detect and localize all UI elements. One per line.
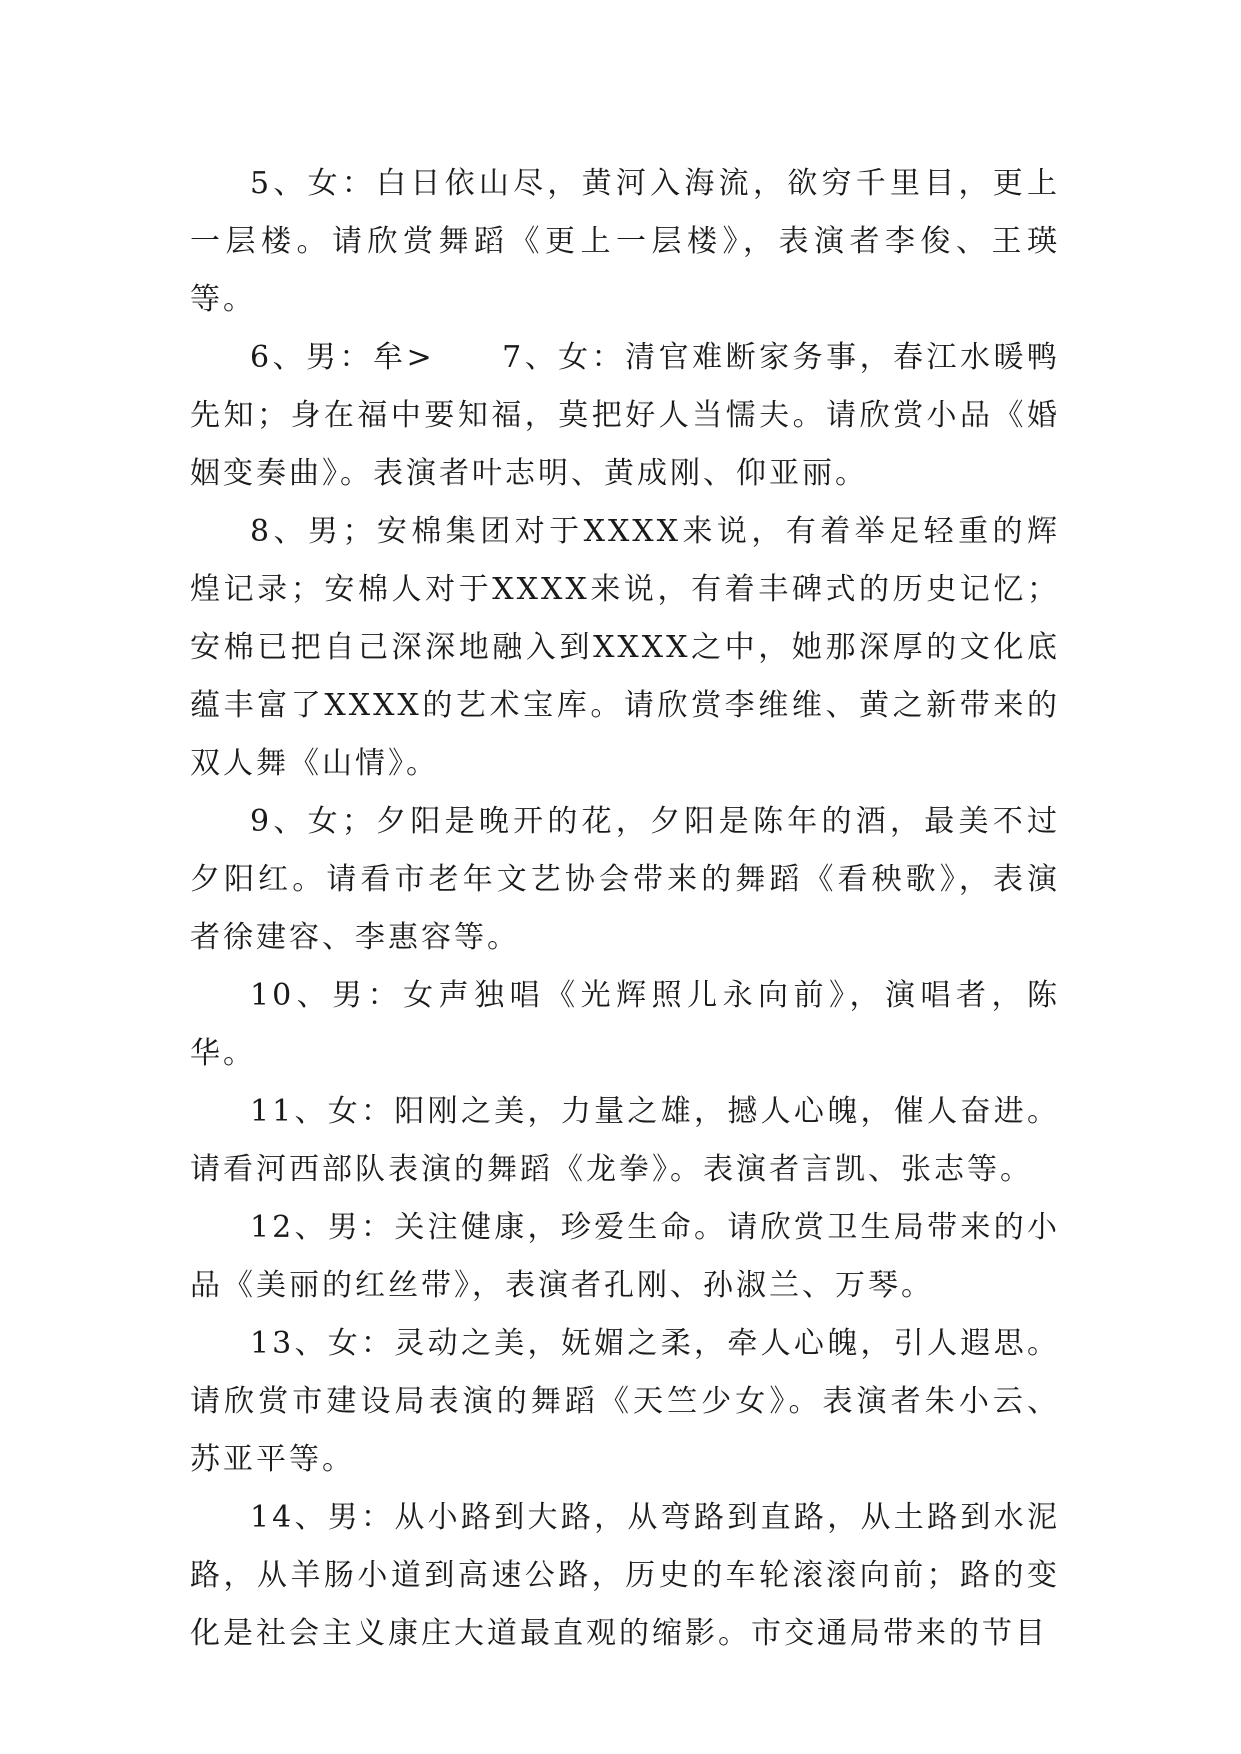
program-item-8: 8、男；安棉集团对于XXXX来说，有着举足轻重的辉煌记录；安棉人对于XXXX来说，有着丰碑式的历史记忆；安棉已把自己深深地融入到XXXX之中，她那深厚的文化底蕴丰富了XXXX的艺术宝库。请欣赏李维维、黄之新带来的双人舞《山情》。 bbox=[190, 514, 1060, 781]
program-item-5: 5、女：白日依山尽，黄河入海流，欲穷千里目，更上一层楼。请欣赏舞蹈《更上一层楼》，表演者李俊、王瑛等。 bbox=[190, 166, 1060, 317]
program-item-13: 13、女：灵动之美，妩媚之柔，牵人心魄，引人遐思。请欣赏市建设局表演的舞蹈《天竺少女》。表演者朱小云、苏亚平等。 bbox=[190, 1326, 1060, 1477]
program-item-11: 11、女：阳刚之美，力量之雄，撼人心魄，催人奋进。请看河西部队表演的舞蹈《龙拳》。表演者言凯、张志等。 bbox=[190, 1094, 1060, 1187]
document-body bbox=[190, 155, 1060, 1663]
program-item-9: 9、女；夕阳是晚开的花，夕阳是陈年的酒，最美不过夕阳红。请看市老年文艺协会带来的舞蹈《看秧歌》，表演者徐建容、李惠容等。 bbox=[190, 804, 1060, 955]
program-item-14: 14、男：从小路到大路，从弯路到直路，从土路到水泥路，从羊肠小道到高速公路，历史的车轮滚滚向前；路的变化是社会主义康庄大道最直观的缩影。市交通局带来的节目 bbox=[190, 1500, 1060, 1651]
program-item-10: 10、男：女声独唱《光辉照儿永向前》，演唱者，陈华。 bbox=[190, 978, 1060, 1071]
program-item-12: 12、男：关注健康，珍爱生命。请欣赏卫生局带来的小品《美丽的红丝带》，表演者孔刚、孙淑兰、万琴。 bbox=[190, 1210, 1060, 1303]
program-item-6-7: 6、男：牟> 7、女：清官难断家务事，春江水暖鸭先知；身在福中要知福，莫把好人当懦夫。请欣赏小品《婚姻变奏曲》。表演者叶志明、黄成刚、仰亚丽。 bbox=[190, 340, 1060, 491]
